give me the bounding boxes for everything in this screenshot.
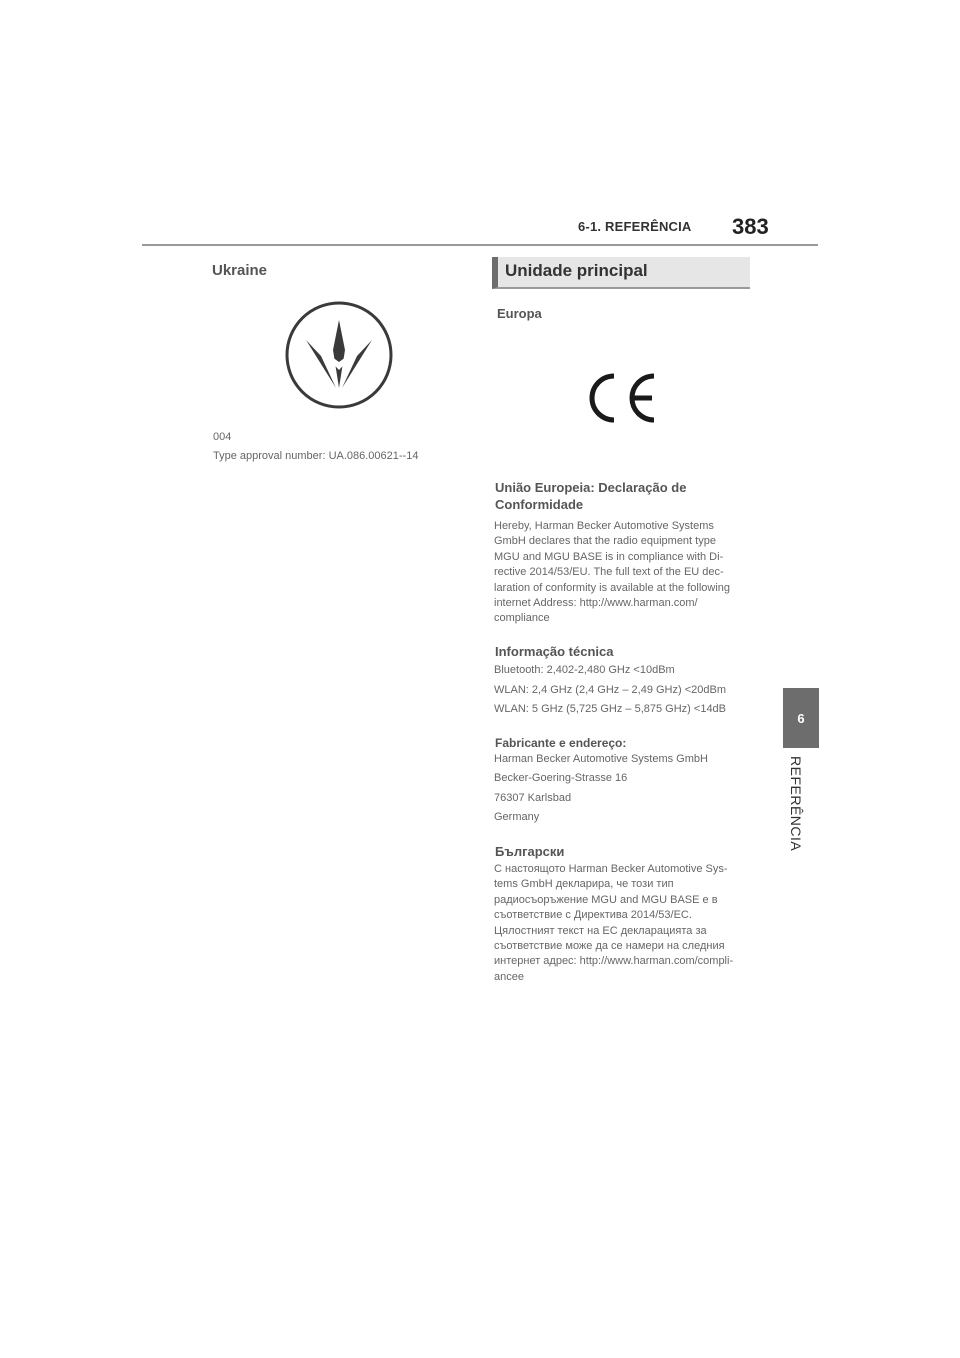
- manufacturer-line: 76307 Karlsbad: [494, 792, 572, 804]
- ukraine-code: 004: [213, 431, 232, 443]
- text-line: rective 2014/53/EU. The full text of the EU dec-: [494, 566, 724, 579]
- text-line: Hereby, Harman Becker Automotive Systems: [494, 520, 714, 532]
- ukraine-approval-number: Type approval number: UA.086.00621--14: [213, 450, 419, 462]
- text-line: Цялостният текст на ЕС декларацията за: [494, 924, 707, 937]
- chapter-tab-number: 6: [797, 710, 805, 726]
- ce-mark-icon: [582, 370, 660, 426]
- section-title: Unidade principal: [505, 261, 648, 280]
- europa-heading: Europa: [497, 306, 542, 321]
- manufacturer-line: Harman Becker Automotive Systems GmbH: [494, 753, 708, 765]
- text-line: интернет адрес: http://www.harman.com/compli-: [494, 955, 734, 968]
- text-line: съответствие може да се намери на следния: [494, 940, 725, 953]
- eu-declaration-heading-line1: União Europeia: Declaração de: [495, 480, 687, 495]
- chapter-tab-label: REFERÊNCIA: [788, 756, 804, 852]
- text-line: tems GmbH декларира, че този тип: [494, 878, 674, 891]
- text-line: съответствие с Директива 2014/53/ЕС.: [494, 909, 692, 922]
- text-line: laration of conformity is available at the following: [494, 581, 731, 594]
- manufacturer-heading: Fabricante e endereço:: [495, 736, 627, 750]
- bulgarian-declaration-text: [494, 862, 752, 985]
- bulgarian-heading: Български: [495, 844, 565, 859]
- chapter-tab: [783, 688, 819, 748]
- page-number: 383: [732, 214, 769, 239]
- eu-declaration-text: [494, 519, 752, 627]
- text-line: MGU and MGU BASE is in compliance with Di-: [494, 550, 724, 563]
- manufacturer-line: Becker-Goering-Strasse 16: [494, 772, 628, 784]
- text-line: С настоящото Harman Becker Automotive Sys-: [494, 863, 728, 875]
- running-header-section: 6-1. REFERÊNCIA: [578, 219, 692, 234]
- text-line: GmbH declares that the radio equipment type: [494, 535, 716, 548]
- header-rule: [142, 244, 818, 246]
- ukraine-heading: Ukraine: [212, 262, 268, 279]
- text-line: internet Address: http://www.harman.com/: [494, 597, 698, 610]
- ukraine-conformity-mark-icon: [284, 300, 394, 410]
- text-line: радиосъоръжение MGU and MGU BASE е в: [494, 893, 718, 906]
- tech-line: WLAN: 5 GHz (5,725 GHz – 5,875 GHz) <14dB: [494, 703, 727, 715]
- tech-line: Bluetooth: 2,402-2,480 GHz <10dBm: [494, 664, 675, 676]
- text-line: ancee: [494, 970, 524, 983]
- text-line: compliance: [494, 612, 550, 625]
- eu-declaration-heading-line2: Conformidade: [495, 497, 584, 512]
- technical-info-heading: Informação técnica: [495, 644, 614, 659]
- manufacturer-line: Germany: [494, 811, 540, 823]
- tech-line: WLAN: 2,4 GHz (2,4 GHz – 2,49 GHz) <20dBm: [494, 684, 726, 696]
